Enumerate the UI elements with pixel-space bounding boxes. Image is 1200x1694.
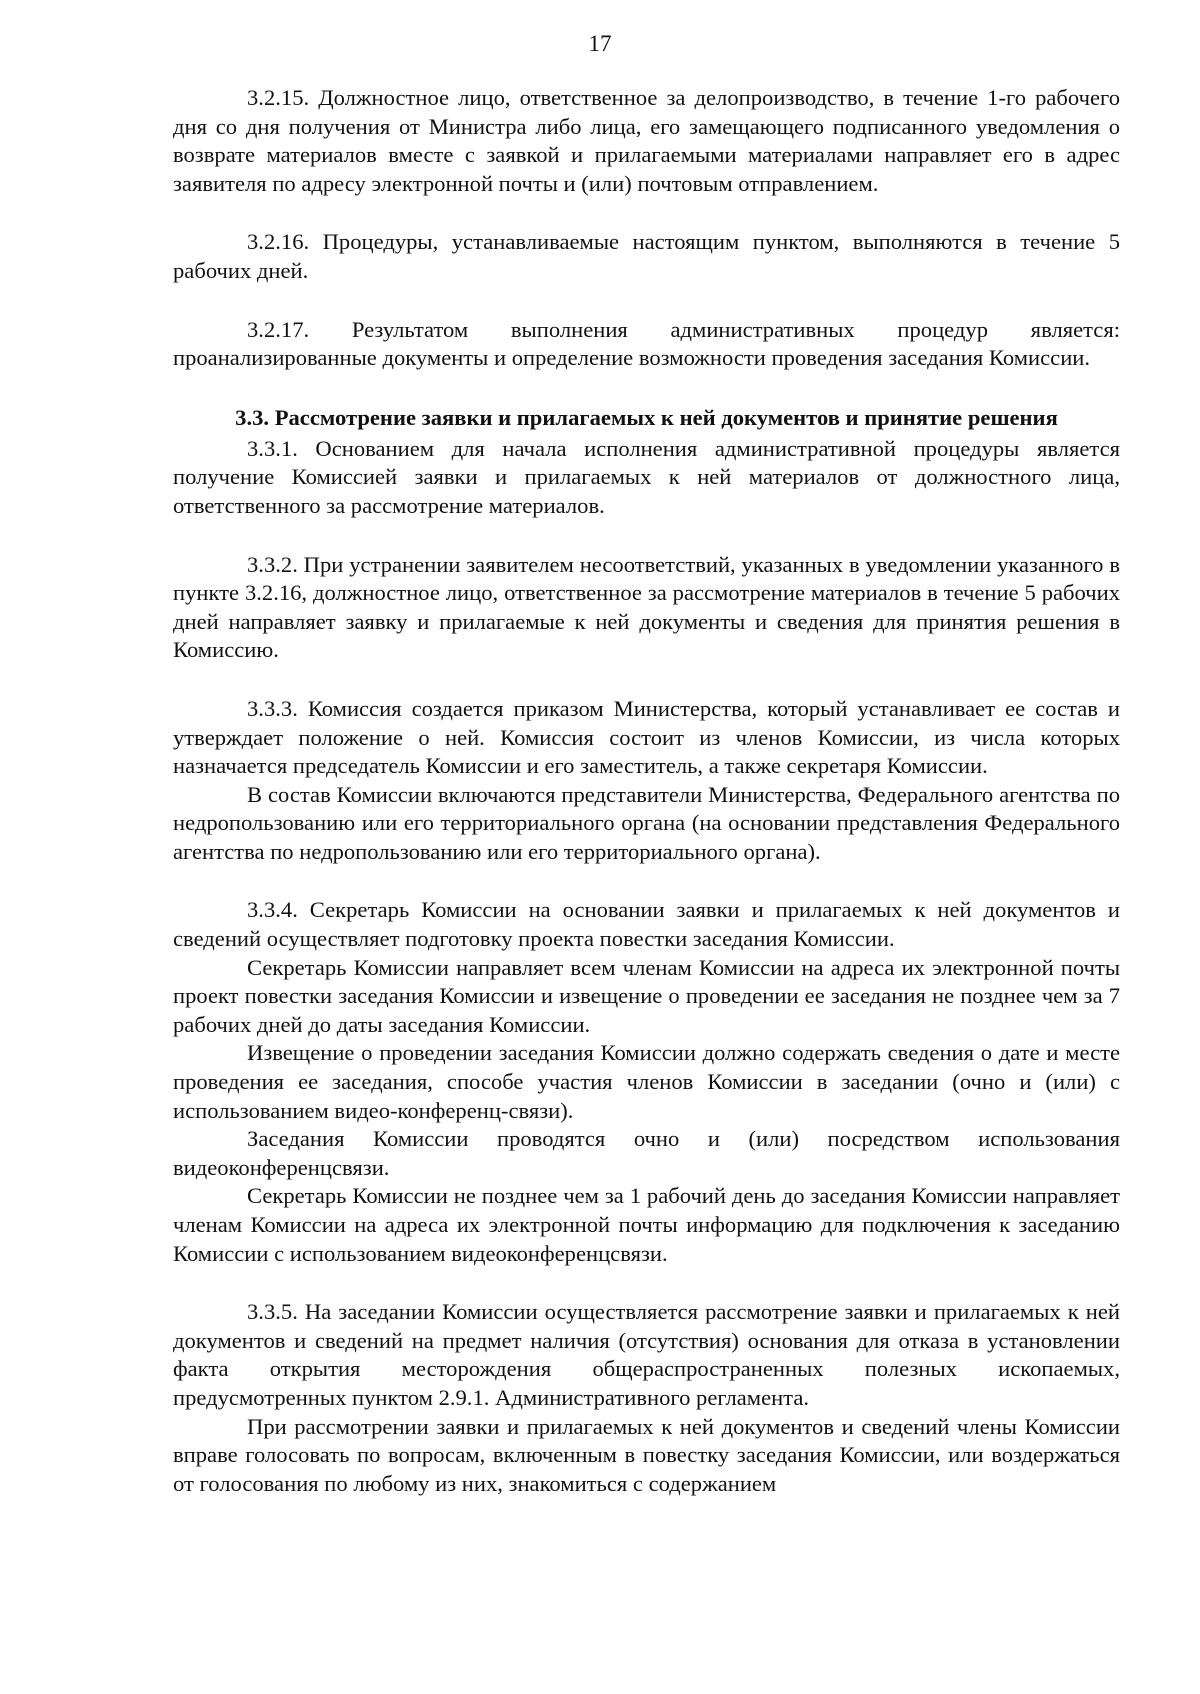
paragraph-3-2-15: 3.2.15. Должностное лицо, ответственное за делопроизводство, в течение 1-го рабочего дня со дня получения от Министра либо лица, его замещающего подписанного уведомления о возврате материалов вместе с заявкой и прилагаемыми материалами направляет его в адрес заявителя по адресу электронной почты и (или) почтовым отправлением. (173, 85, 1120, 196)
section-heading-3-3: 3.3. Рассмотрение заявки и прилагаемых к ней документов и принятие решения (235, 404, 1058, 430)
paragraph-3-3-4-notice: Извещение о проведении заседания Комиссии должно содержать сведения о дате и месте проведения ее заседания, способе участия членов Комиссии в заседании (очно и (или) с использованием видео-конференц-связи). (173, 1040, 1120, 1123)
paragraph-3-3-5: 3.3.5. На заседании Комиссии осуществляется рассмотрение заявки и прилагаемых к ней документов и сведений на предмет наличия (отсутствия) основания для отказа в установлении факта открытия месторождения общераспространенных полезных ископаемых, предусмотренных пунктом 2.9.1. Административного регламента. (173, 1299, 1120, 1410)
paragraph-3-3-4-agenda: Секретарь Комиссии направляет всем членам Комиссии на адреса их электронной почты проект повестки заседания Комиссии и извещение о проведении ее заседания не позднее чем за 7 рабочих дней до даты заседания Комиссии. (173, 954, 1120, 1037)
paragraph-3-3-3-commission-members: В состав Комиссии включаются представители Министерства, Федерального агентства по недропользованию или его территориального органа (на основании представления Федерального агентства по недропользованию или его территориального органа). (173, 781, 1120, 864)
paragraph-3-3-4: 3.3.4. Секретарь Комиссии на основании заявки и прилагаемых к ней документов и сведений осуществляет подготовку проекта повестки заседания Комиссии. (173, 897, 1120, 952)
document-body (173, 84, 1120, 1498)
paragraph-3-3-4-meetings: Заседания Комиссии проводятся очно и (или) посредством использования видеоконференцсвязи. (173, 1126, 1120, 1180)
paragraph-3-3-2: 3.3.2. При устранении заявителем несоответствий, указанных в уведомлении указанного в пункте 3.2.16, должностное лицо, ответственное за рассмотрение материалов в течение 5 рабочих дней направляет заявку и прилагаемые к ней документы и сведения для принятия решения в Комиссию. (173, 551, 1120, 663)
page-number: 17 (588, 31, 612, 56)
paragraph-3-3-5-voting: При рассмотрении заявки и прилагаемых к ней документов и сведений члены Комиссии вправе голосовать по вопросам, включенным в повестку заседания Комиссии, или воздержаться от голосования по любому из них, знакомиться с содержанием (173, 1413, 1120, 1496)
paragraph-3-3-1: 3.3.1. Основанием для начала исполнения административной процедуры является получение Комиссией заявки и прилагаемых к ней материалов от должностного лица, ответственного за рассмотрение материалов. (173, 435, 1120, 518)
paragraph-3-3-3: 3.3.3. Комиссия создается приказом Министерства, который устанавливает ее состав и утверждает положение о ней. Комиссия состоит из членов Комиссии, из числа которых назначается председатель Комиссии и его заместитель, а также секретаря Комиссии. (173, 695, 1120, 779)
paragraph-3-2-17: 3.2.17. Результатом выполнения административных процедур является: проанализированные документы и определение возможности проведения заседания Комиссии. (173, 316, 1120, 371)
paragraph-3-2-16: 3.2.16. Процедуры, устанавливаемые настоящим пунктом, выполняются в течение 5 рабочих дней. (173, 229, 1120, 283)
paragraph-3-3-4-connection: Секретарь Комиссии не позднее чем за 1 рабочий день до заседания Комиссии направляет членам Комиссии на адреса их электронной почты информацию для подключения к заседанию Комиссии с использованием видеоконференцсвязи. (173, 1183, 1120, 1266)
